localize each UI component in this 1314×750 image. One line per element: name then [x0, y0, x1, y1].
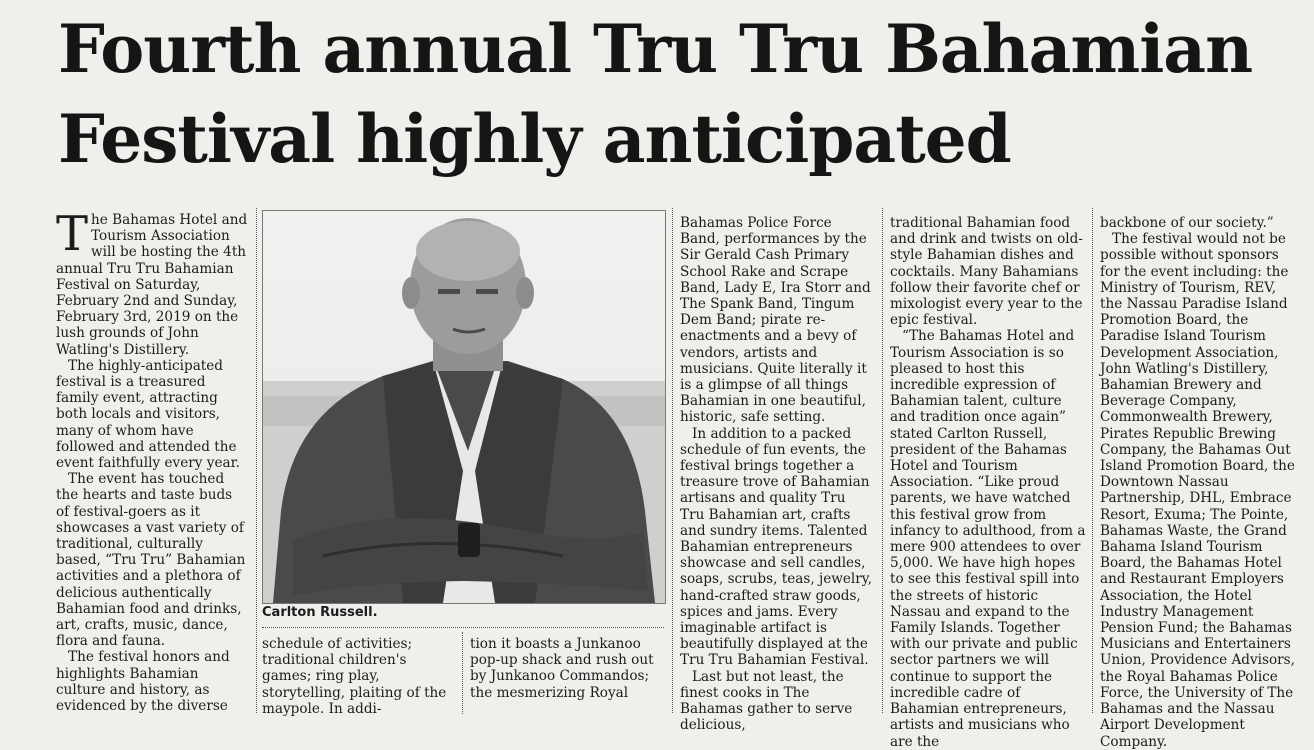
paragraph: In addition to a packed schedule of fun events, the festival brings together a treasure trove of Bahamian artisans and quality Tru Tru Bahamian art, crafts and sundry items. Talented Bahamian entrepreneurs showcase and sell candles, soaps, scrubs, teas, jewelry, hand-crafted straw goods, spices and jams. Every imaginable artifact is beautifully displayed at the Tru Tru Bahamian Festival.: [680, 425, 872, 669]
article-column-3: [470, 636, 666, 701]
article-headline: [58, 4, 1298, 184]
column-divider: [1092, 208, 1093, 713]
column-divider: [256, 208, 257, 713]
column-divider: [882, 208, 883, 713]
drop-cap: T: [56, 206, 89, 262]
paragraph: tion it boasts a Junkanoo pop-up shack and rush out by Junkanoo Commandos; the mesmerizing Royal: [470, 636, 654, 701]
paragraph: backbone of our society.”: [1100, 215, 1274, 231]
article-column-5: [890, 215, 1086, 750]
paragraph: The Bahamas Hotel and Tourism Association will be hosting the 4th annual Tru Tru Bahamian Festival on Saturday, February 2nd and Sunday, February 3rd, 2019 on the lush grounds of John Watling's Distillery.: [56, 206, 248, 358]
photo-caption: Carlton Russell.: [262, 605, 378, 620]
paragraph: The event has touched the hearts and taste buds of festival-goers as it showcases a vast variety of traditional, culturally based, “Tru Tru” Bahamian activities and a plethora of delicious authentically Bahamian food and drinks, art, crafts, music, dance, flora and fauna.: [56, 471, 246, 650]
paragraph: Last but not least, the finest cooks in The Bahamas gather to serve delicious,: [680, 668, 853, 734]
paragraph: traditional Bahamian food and drink and twists on old-style Bahamian dishes and cocktails. Many Bahamians follow their favorite chef or mixologist every year to the epic festival.: [890, 215, 1083, 329]
paragraph: The festival honors and highlights Bahamian culture and history, as evidenced by the diverse: [56, 649, 230, 715]
article-column-6: [1100, 215, 1296, 750]
headline-line-1: Fourth annual Tru Tru Bahamian: [58, 10, 1253, 88]
paragraph: The festival would not be possible without sponsors for the event including: the Ministry of Tourism, REV, the Nassau Paradise Island Promotion Board, the Paradise Island Tourism Development Association, John Watling's Distillery, Bahamian Brewery and Beverage Company, Commonwealth Brewery, Pirates Republic Brewing Company, the Bahamas Out Island Promotion Board, the Downtown Nassau Partnership, DHL, Embrace Resort, Exuma; The Pointe, Bahamas Waste, the Grand Bahama Island Tourism Board, the Bahamas Hotel and Restaurant Employers Association, the Hotel Industry Management Pension Fund; the Bahamas Musicians and Entertainers Union, Providence Advisors, the Royal Bahamas Police Force, the University of The Bahamas and the Nassau Airport Development Company.: [1100, 231, 1295, 750]
paragraph: The highly-anticipated festival is a treasured family event, attracting both locals and visitors, many of whom have followed and attended the event faithfully every year.: [56, 357, 240, 472]
column-divider: [672, 208, 673, 713]
caption-divider: [262, 627, 664, 628]
headline-line-2: Festival highly anticipated: [58, 100, 1011, 178]
portrait-photo: [262, 210, 666, 604]
article-column-2: [262, 636, 458, 717]
column-divider: [462, 632, 463, 714]
paragraph: schedule of activities; traditional children's games; ring play, storytelling, plaiting of the maypole. In addi-: [262, 636, 447, 717]
man-portrait-icon: [263, 211, 665, 603]
article-column-4: [680, 215, 874, 734]
article-column-1: [56, 206, 248, 715]
paragraph: Bahamas Police Force Band, performances by the Sir Gerald Cash Primary School Rake and Scrape Band, Lady E, Ira Storr and The Spank Band, Tingum Dem Band; pirate re-enactments and a bevy of vendors, artists and musicians. Quite literally it is a glimpse of all things Bahamian in one beautiful, historic, safe setting.: [680, 215, 871, 426]
paragraph: “The Bahamas Hotel and Tourism Association is so pleased to host this incredible expression of Bahamian talent, culture and tradition once again” stated Carlton Russell, president of the Bahamas Hotel and Tourism Association. “Like proud parents, we have watched this festival grow from infancy to adulthood, from a mere 900 attendees to over 5,000. We have high hopes to see this festival spill into the streets of historic Nassau and expand to the Family Islands. Together with our private and public sector partners we will continue to support the incredible cadre of Bahamian entrepreneurs, artists and musicians who are the: [890, 328, 1086, 750]
